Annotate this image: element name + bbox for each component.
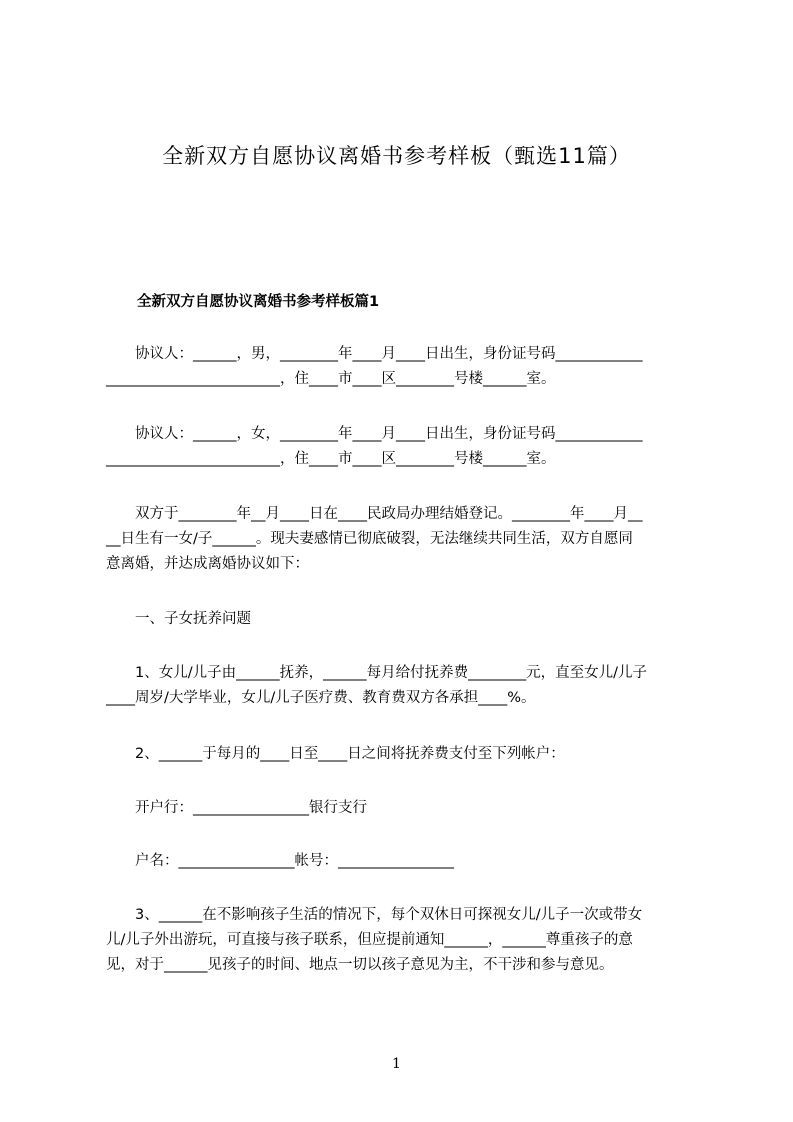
section-heading: 全新双方自愿协议离婚书参考样板篇1 <box>137 294 380 310</box>
paragraph-line: 3、______在不影响孩子生活的情况下，每个双休日可探视女儿/儿子一次或带女 <box>106 907 643 923</box>
paragraph-line: 户名：________________帐号：________________ <box>106 853 454 869</box>
clause-1 <box>106 661 706 711</box>
bank-line <box>106 796 706 821</box>
paragraph-line: 见，对于______见孩子的时间、地点一切以孩子意见为主，不干涉和参与意见。 <box>106 957 614 973</box>
paragraph-line: 协议人：______，女，________年____月____日出生，身份证号码____________ <box>106 426 643 442</box>
document-title: 全新双方自愿协议离婚书参考样板（甄选11篇） <box>162 144 631 168</box>
paragraph-line: ____周岁/大学毕业，女儿/儿子医疗费、教育费双方各承担____%。 <box>106 690 536 706</box>
paragraph-marriage-info <box>106 502 706 577</box>
clause-2 <box>106 742 706 767</box>
paragraph-line: 意离婚，并达成离婚协议如下： <box>106 556 309 572</box>
paragraph-line: 开户行：________________银行支行 <box>106 800 367 816</box>
account-line <box>106 849 706 874</box>
clause-heading-child-custody <box>106 607 706 632</box>
paragraph-line: 1、女儿/儿子由______抚养，______每月给付抚养费________元，直至女儿/儿子 <box>106 665 647 681</box>
paragraph-line: 儿/儿子外出游玩，可直接与孩子联系，但应提前通知______，______尊重孩子的意 <box>106 932 633 948</box>
paragraph-line: ________________________，住____市____区________号楼______室。 <box>106 451 556 467</box>
paragraph-party-female <box>106 422 706 472</box>
paragraph-line: ________________________，住____市____区________号楼______室。 <box>106 371 556 387</box>
clause-3 <box>106 903 706 978</box>
paragraph-party-male <box>106 342 706 392</box>
paragraph-line: 2、______于每月的____日至____日之间将抚养费支付至下列帐户： <box>106 746 565 762</box>
paragraph-line: __日生有一女/子______。现夫妻感情已彻底破裂，无法继续共同生活，双方自愿同 <box>106 531 633 547</box>
paragraph-line: 一、子女抚养问题 <box>106 611 251 627</box>
paragraph-line: 双方于________年__月____日在____民政局办理结婚登记。________年____月__ <box>106 506 643 522</box>
paragraph-line: 协议人：______，男，________年____月____日出生，身份证号码____________ <box>106 346 643 362</box>
page-number: 1 <box>392 1056 401 1072</box>
